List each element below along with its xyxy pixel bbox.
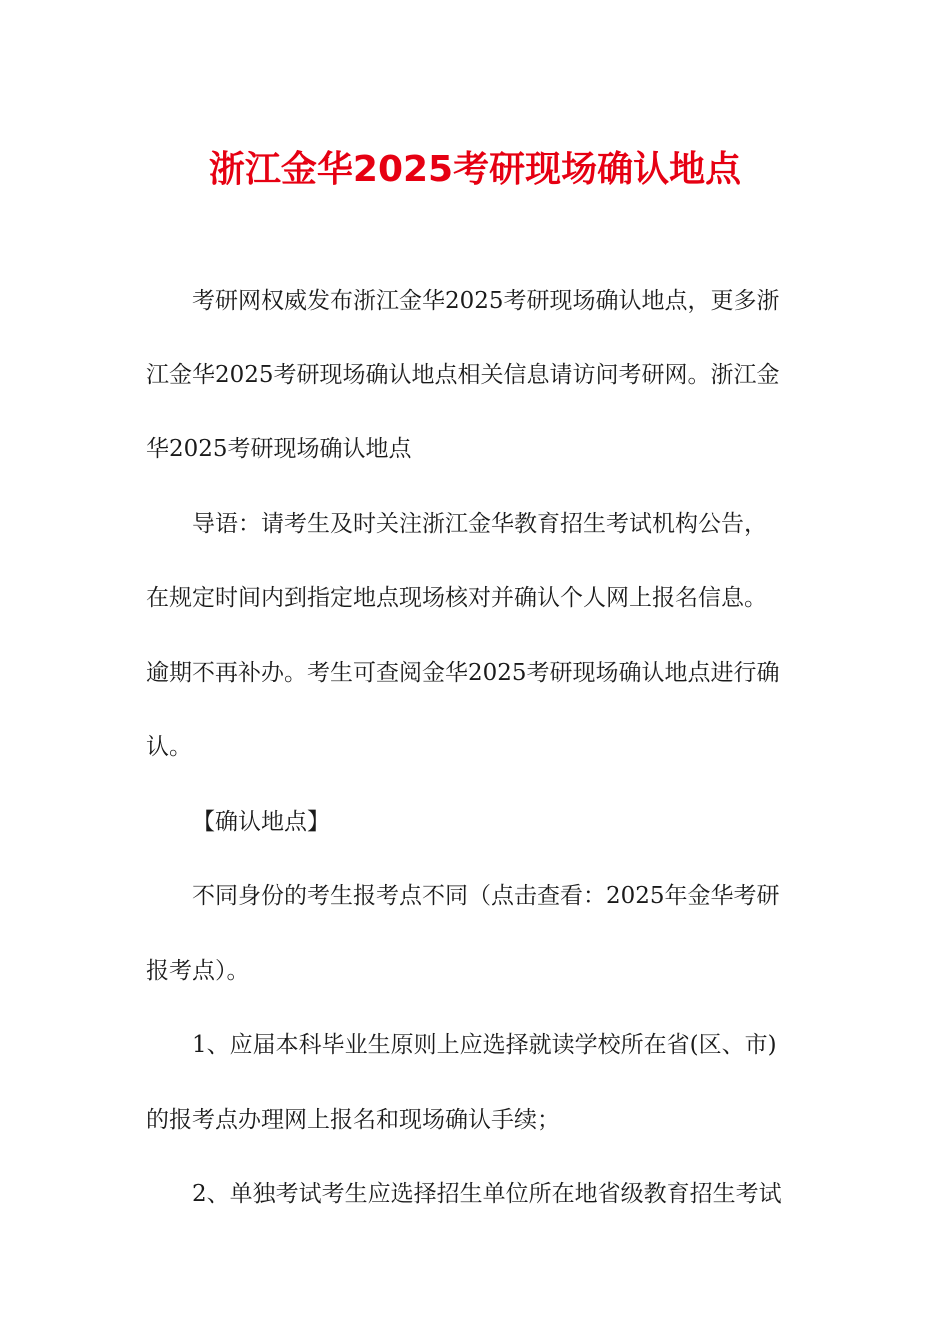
- paragraph-line: 报考点）。: [146, 958, 250, 984]
- section-heading: 【确认地点】: [192, 809, 330, 835]
- paragraph-line: 1、应届本科毕业生原则上应选择就读学校所在省(区、市): [192, 1032, 777, 1058]
- paragraph-line: 华2025考研现场确认地点: [146, 436, 412, 462]
- paragraph-line: 逾期不再补办。考生可查阅金华2025考研现场确认地点进行确: [146, 660, 780, 686]
- document-title: 浙江金华2025考研现场确认地点: [208, 149, 742, 190]
- paragraph-line: 不同身份的考生报考点不同（点击查看：2025年金华考研: [192, 883, 780, 909]
- paragraph-line: 江金华2025考研现场确认地点相关信息请访问考研网。浙江金: [146, 362, 780, 388]
- paragraph-line: 的报考点办理网上报名和现场确认手续；: [146, 1107, 560, 1133]
- paragraph-line: 2、单独考试考生应选择招生单位所在地省级教育招生考试: [192, 1181, 782, 1207]
- paragraph-line: 导语：请考生及时关注浙江金华教育招生考试机构公告，: [192, 511, 767, 537]
- paragraph-line: 在规定时间内到指定地点现场核对并确认个人网上报名信息。: [146, 585, 767, 611]
- paragraph-line: 考研网权威发布浙江金华2025考研现场确认地点，更多浙: [192, 288, 780, 314]
- paragraph-line: 认。: [146, 734, 192, 760]
